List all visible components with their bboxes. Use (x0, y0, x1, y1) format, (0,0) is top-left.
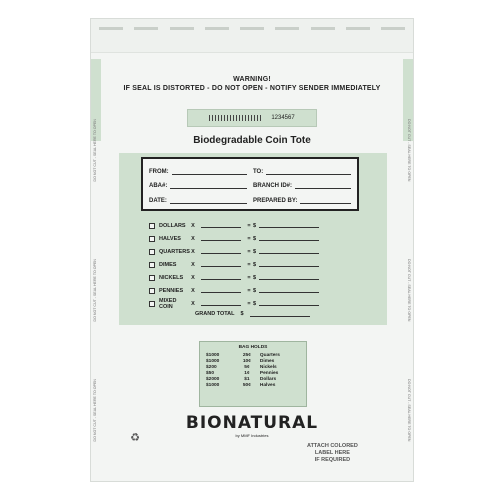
to-field[interactable]: TO: (253, 164, 351, 175)
denomination-row: HALVES X = $ (149, 232, 369, 245)
denomination-checkbox[interactable] (149, 223, 155, 229)
product-title: Biodegradable Coin Tote (193, 135, 311, 146)
coin-tote-bag (90, 18, 414, 482)
denomination-checkbox[interactable] (149, 301, 155, 307)
denomination-row: DOLLARS X = $ (149, 219, 369, 232)
colored-label-note: ATTACH COLORED LABEL HERE IF REQUIRED (307, 443, 358, 463)
amount-field[interactable] (259, 288, 319, 293)
grand-total-label: GRAND TOTAL (195, 311, 235, 317)
edge-instruction-right: DO NOT CUT - SEAL HERE TO OPEN (407, 259, 411, 322)
warning-title: WARNING! (233, 76, 271, 83)
amount-field[interactable] (259, 262, 319, 267)
count-field[interactable] (201, 223, 241, 228)
table-row: $1000 25¢ Quarters (206, 352, 280, 358)
denomination-row: NICKELS X = $ (149, 271, 369, 284)
denomination-checkbox[interactable] (149, 288, 155, 294)
denomination-checkbox[interactable] (149, 262, 155, 268)
date-field[interactable]: DATE: (149, 193, 247, 204)
serial-number: 1234567 (271, 115, 295, 121)
aba-field[interactable]: ABA#: (149, 179, 247, 190)
table-row: $1000 50¢ Halves (206, 382, 276, 388)
warning-notice (91, 75, 413, 93)
count-field[interactable] (201, 236, 241, 241)
amount-field[interactable] (259, 275, 319, 280)
denomination-checkbox[interactable] (149, 236, 155, 242)
prepared-by-field[interactable]: PREPARED BY: (253, 193, 351, 204)
count-field[interactable] (201, 262, 241, 267)
denomination-list (149, 219, 369, 310)
bag-holds-title: BAG HOLDS (238, 345, 268, 350)
from-field[interactable]: FROM: (149, 164, 247, 175)
address-box (141, 157, 359, 211)
form-panel (119, 153, 387, 325)
table-row: $50 1¢ Pennies (206, 370, 279, 376)
barcode (209, 115, 263, 121)
denomination-row: DIMES X = $ (149, 258, 369, 271)
denomination-row: QUARTERS X = $ (149, 245, 369, 258)
table-row: $1000 10¢ Dimes (206, 358, 275, 364)
count-field[interactable] (201, 275, 241, 280)
count-field[interactable] (201, 288, 241, 293)
edge-instruction-left: DO NOT CUT - SEAL HERE TO OPEN (93, 259, 97, 322)
denomination-checkbox[interactable] (149, 275, 155, 281)
edge-instruction-left: DO NOT CUT - SEAL HERE TO OPEN (93, 379, 97, 442)
denomination-row: PENNIES X = $ (149, 284, 369, 297)
edge-instruction-right: DO NOT CUT - SEAL HERE TO OPEN (407, 119, 411, 182)
amount-field[interactable] (259, 223, 319, 228)
amount-field[interactable] (259, 301, 319, 306)
grand-total-field[interactable] (250, 312, 310, 317)
brand-logo: BIONATURAL (185, 413, 319, 433)
edge-instruction-right: DO NOT CUT - SEAL HERE TO OPEN (407, 379, 411, 442)
brand-subtitle: by MMF Industries (235, 433, 269, 438)
bag-holds-box (199, 341, 307, 407)
denomination-row: MIXED COIN X = $ (149, 297, 369, 310)
serial-number-box (187, 109, 317, 127)
grand-total-row: GRAND TOTAL $ (195, 311, 310, 317)
count-field[interactable] (201, 249, 241, 254)
seal-strip (91, 19, 413, 53)
table-row: $200 5¢ Nickels (206, 364, 277, 370)
recycle-icon: ♻ (130, 432, 140, 444)
bag-holds-table (204, 352, 302, 388)
amount-field[interactable] (259, 236, 319, 241)
edge-instruction-left: DO NOT CUT - SEAL HERE TO OPEN (93, 119, 97, 182)
denomination-checkbox[interactable] (149, 249, 155, 255)
count-field[interactable] (201, 301, 241, 306)
branch-id-field[interactable]: BRANCH ID#: (253, 179, 351, 190)
warning-message: IF SEAL IS DISTORTED - DO NOT OPEN - NOTIFY SENDER IMMEDIATELY (123, 85, 381, 92)
table-row: $2000 $1 Dollars (206, 376, 277, 382)
amount-field[interactable] (259, 249, 319, 254)
